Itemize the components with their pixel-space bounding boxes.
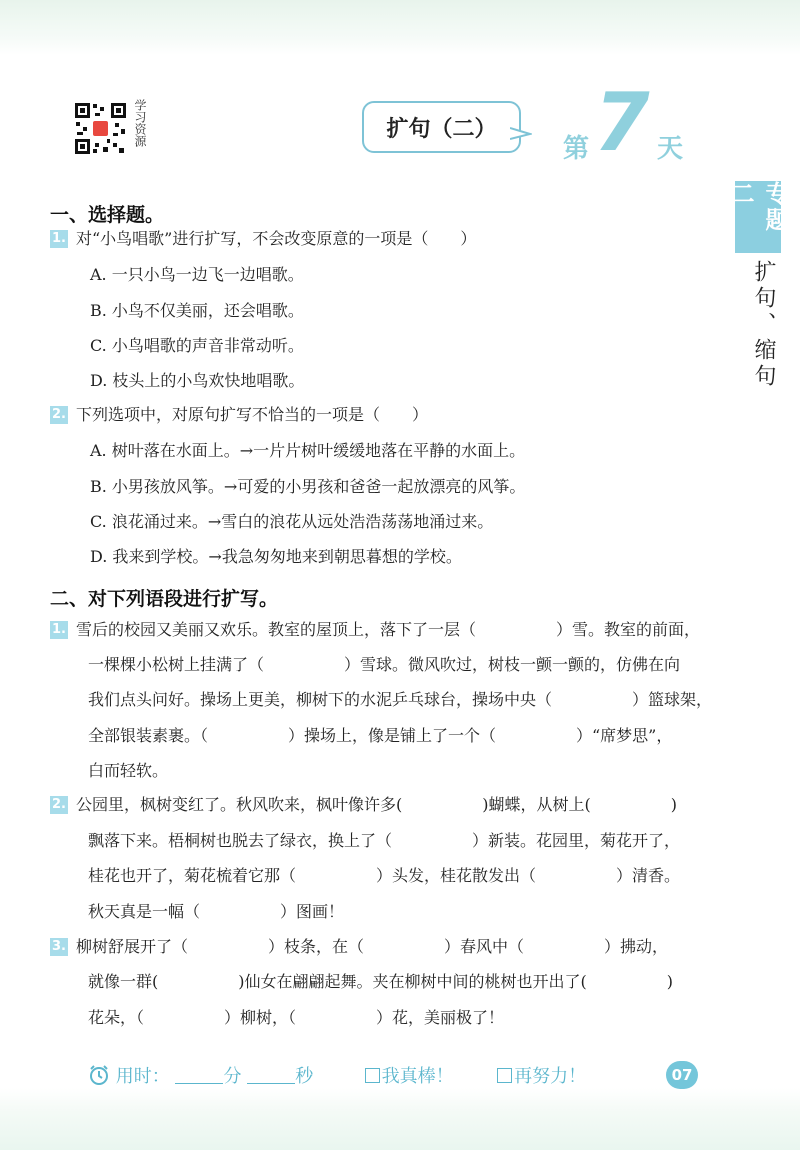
passage-2-line: [50, 795, 677, 815]
page-title: 扩句（二）: [362, 101, 521, 153]
seconds-field[interactable]: [247, 1065, 295, 1084]
question-text: 下列选项中，对原句扩写不恰当的一项是（ ）: [76, 405, 429, 424]
bottom-decoration-band: [0, 1088, 800, 1150]
bubble-tail: [510, 126, 532, 140]
passage-text[interactable]: 雪后的校园又美丽又欢乐。教室的屋顶上，落下了一层（ ）雪。教室的前面，: [76, 620, 701, 639]
passage-2-line[interactable]: 桂花也开了，菊花梳着它那（ ）头发，桂花散发出（ ）清香。: [88, 866, 681, 885]
passage-3-line[interactable]: 就像一群( )仙女在翩翩起舞。夹在柳树中间的桃树也开出了( ): [88, 972, 673, 991]
question-number-badge: 1.: [50, 621, 68, 639]
option-d[interactable]: D. 枝头上的小鸟欢快地唱歌。: [90, 371, 305, 390]
passage-1-line[interactable]: 全部银装素裹。（ ）操场上，像是铺上了一个（ ）“席梦思”，: [88, 726, 673, 745]
page-number: 07: [666, 1061, 698, 1089]
section2-heading: 二、对下列语段进行扩写。: [50, 588, 279, 610]
timer-row: [88, 1062, 586, 1088]
minutes-label: 分: [223, 1066, 242, 1087]
question-1-2: [50, 405, 428, 425]
question-number-badge: 1.: [50, 230, 68, 248]
passage-text[interactable]: 公园里，枫树变红了。秋风吹来，枫叶像许多( )蝴蝶，从树上( ): [76, 795, 677, 814]
alarm-clock-icon: [88, 1064, 110, 1086]
option-d[interactable]: D. 我来到学校。→我急匆匆地来到朝思暮想的学校。: [90, 547, 462, 566]
qr-resource-label: 学习资源: [133, 99, 147, 147]
option-c[interactable]: C. 浪花涌过来。→雪白的浪花从远处浩浩荡荡地涌过来。: [90, 512, 494, 531]
great-label: 我真棒！: [381, 1066, 454, 1087]
option-a[interactable]: A. 树叶落在水面上。→一片片树叶缓缓地落在平静的水面上。: [90, 441, 526, 460]
minutes-field[interactable]: [175, 1065, 223, 1084]
question-number-badge: 2.: [50, 406, 68, 424]
qr-code-icon[interactable]: [73, 101, 128, 156]
passage-2-line[interactable]: 飘落下来。梧桐树也脱去了绿衣，换上了（ ）新装。花园里，菊花开了，: [88, 831, 681, 850]
day-suffix: 天: [657, 134, 684, 164]
try-harder-checkbox[interactable]: [497, 1068, 512, 1083]
option-b[interactable]: B. 小鸟不仅美丽，还会唱歌。: [90, 301, 304, 320]
topic-tab: 专题二: [735, 181, 781, 253]
topic-subtitle: 扩句、缩句: [751, 260, 776, 390]
passage-1-line: 白而轻软。: [88, 761, 169, 780]
passage-3-line[interactable]: 花朵，（ ）柳树，（ ）花，美丽极了！: [88, 1008, 505, 1027]
option-b[interactable]: B. 小男孩放风筝。→可爱的小男孩和爸爸一起放漂亮的风筝。: [90, 477, 526, 496]
passage-2-line[interactable]: 秋天真是一幅（ ）图画！: [88, 902, 345, 921]
option-c[interactable]: C. 小鸟唱歌的声音非常动听。: [90, 336, 304, 355]
passage-1-line[interactable]: 一棵棵小松树上挂满了（ ）雪球。微风吹过，树枝一颤一颤的，仿佛在向: [88, 655, 681, 674]
day-number: 7: [594, 76, 650, 169]
passage-text[interactable]: 柳树舒展开了（ ）枝条，在（ ）春风中（ ）拂动，: [76, 937, 669, 956]
question-number-badge: 2.: [50, 796, 68, 814]
option-a[interactable]: A. 一只小鸟一边飞一边唱歌。: [90, 265, 304, 284]
try-harder-label: 再努力！: [514, 1066, 587, 1087]
great-checkbox[interactable]: [365, 1068, 380, 1083]
question-1-1: [50, 229, 476, 249]
passage-1-line[interactable]: 我们点头问好。操场上更美，柳树下的水泥乒乓球台，操场中央（ ）篮球架，: [88, 690, 713, 709]
question-number-badge: 3.: [50, 938, 68, 956]
passage-1-line: [50, 620, 700, 640]
question-text: 对“小鸟唱歌”进行扩写，不会改变原意的一项是（ ）: [76, 229, 477, 248]
day-prefix: 第: [563, 134, 590, 164]
top-decoration-band: [0, 0, 800, 55]
seconds-label: 秒: [295, 1066, 314, 1087]
passage-3-line: [50, 937, 668, 957]
time-label: 用时：: [115, 1066, 170, 1087]
section1-heading: 一、选择题。: [50, 204, 165, 226]
